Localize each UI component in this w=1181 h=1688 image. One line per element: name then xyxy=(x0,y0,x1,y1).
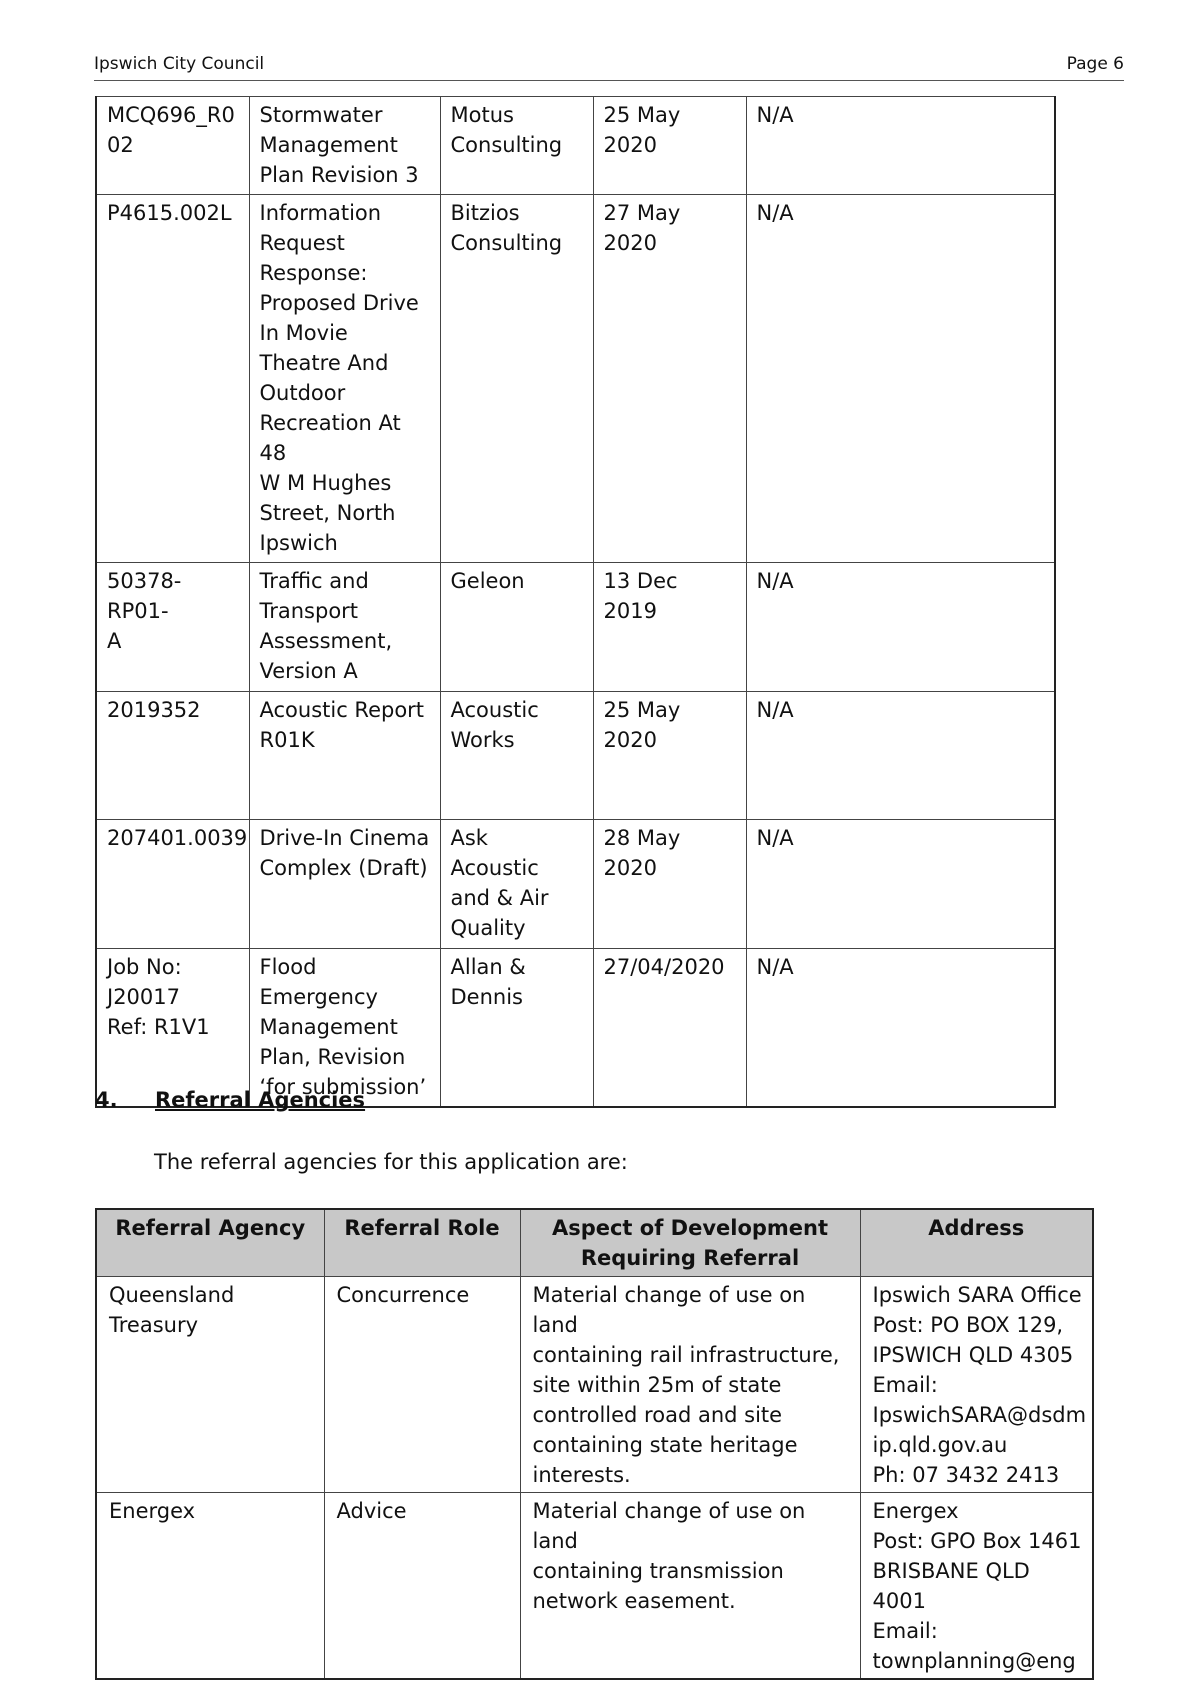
doc-author-cell: Motus Consulting xyxy=(440,97,593,195)
table-row xyxy=(96,1493,1093,1680)
agency-cell: Queensland Treasury xyxy=(96,1277,324,1493)
address-cell: Energex Post: GPO Box 1461 BRISBANE QLD 4001 Email: townplanning@eng xyxy=(860,1493,1093,1680)
table-row xyxy=(96,97,1055,195)
doc-note-cell: N/A xyxy=(746,949,1055,1108)
table-row xyxy=(96,692,1055,820)
header-organisation: Ipswich City Council xyxy=(94,54,265,74)
doc-author-cell: Allan & Dennis xyxy=(440,949,593,1108)
table-row xyxy=(96,563,1055,692)
table-row xyxy=(96,1277,1093,1493)
doc-note-cell: N/A xyxy=(746,563,1055,692)
aspect-cell: Material change of use on land containing transmission network easement. xyxy=(520,1493,860,1680)
doc-title-cell: Information Request Response: Proposed Drive In Movie Theatre And Outdoor Recreation At 48 W M Hughes Street, North Ipswich xyxy=(249,195,440,563)
doc-author-cell: Ask Acoustic and & Air Quality xyxy=(440,820,593,949)
doc-ref-cell: 2019352 xyxy=(96,692,249,820)
agency-cell: Energex xyxy=(96,1493,324,1680)
doc-title-cell: Flood Emergency Management Plan, Revision ‘for submission’ xyxy=(249,949,440,1108)
table-row xyxy=(96,195,1055,563)
table-header-row xyxy=(96,1209,1093,1277)
section-number: 4. xyxy=(95,1088,118,1112)
doc-ref-cell: P4615.002L xyxy=(96,195,249,563)
column-header: Aspect of Development Requiring Referral xyxy=(520,1209,860,1277)
doc-title-cell: Stormwater Management Plan Revision 3 xyxy=(249,97,440,195)
column-header: Address xyxy=(860,1209,1093,1277)
section-title: Referral Agencies xyxy=(155,1088,366,1112)
intro-paragraph: The referral agencies for this application are: xyxy=(154,1150,628,1174)
table-row xyxy=(96,949,1055,1108)
doc-note-cell: N/A xyxy=(746,195,1055,563)
doc-author-cell: Bitzios Consulting xyxy=(440,195,593,563)
role-cell: Advice xyxy=(324,1493,520,1680)
doc-note-cell: N/A xyxy=(746,97,1055,195)
column-header: Referral Agency xyxy=(96,1209,324,1277)
doc-ref-cell: MCQ696_R0 02 xyxy=(96,97,249,195)
page-header xyxy=(94,54,1124,81)
doc-date-cell: 27/04/2020 xyxy=(593,949,746,1108)
doc-date-cell: 25 May 2020 xyxy=(593,692,746,820)
doc-title-cell: Acoustic Report R01K xyxy=(249,692,440,820)
table-row xyxy=(96,820,1055,949)
doc-date-cell: 28 May 2020 xyxy=(593,820,746,949)
role-cell: Concurrence xyxy=(324,1277,520,1493)
doc-author-cell: Geleon xyxy=(440,563,593,692)
aspect-cell: Material change of use on land containing rail infrastructure, site within 25m of state controlled road and site containing state heritage interests. xyxy=(520,1277,860,1493)
doc-date-cell: 25 May 2020 xyxy=(593,97,746,195)
doc-ref-cell: 50378-RP01- A xyxy=(96,563,249,692)
doc-date-cell: 27 May 2020 xyxy=(593,195,746,563)
documents-table xyxy=(95,96,1056,1108)
doc-ref-cell: 207401.0039 xyxy=(96,820,249,949)
doc-note-cell: N/A xyxy=(746,692,1055,820)
address-cell: Ipswich SARA Office Post: PO BOX 129, IPSWICH QLD 4305 Email: IpswichSARA@dsdm ip.qld.gov.au Ph: 07 3432 2413 xyxy=(860,1277,1093,1493)
doc-date-cell: 13 Dec 2019 xyxy=(593,563,746,692)
doc-author-cell: Acoustic Works xyxy=(440,692,593,820)
doc-title-cell: Drive-In Cinema Complex (Draft) xyxy=(249,820,440,949)
referral-agencies-table xyxy=(95,1208,1094,1680)
column-header: Referral Role xyxy=(324,1209,520,1277)
doc-title-cell: Traffic and Transport Assessment, Version A xyxy=(249,563,440,692)
header-page-number: Page 6 xyxy=(1066,54,1124,74)
doc-ref-cell: Job No: J20017 Ref: R1V1 xyxy=(96,949,249,1108)
doc-note-cell: N/A xyxy=(746,820,1055,949)
